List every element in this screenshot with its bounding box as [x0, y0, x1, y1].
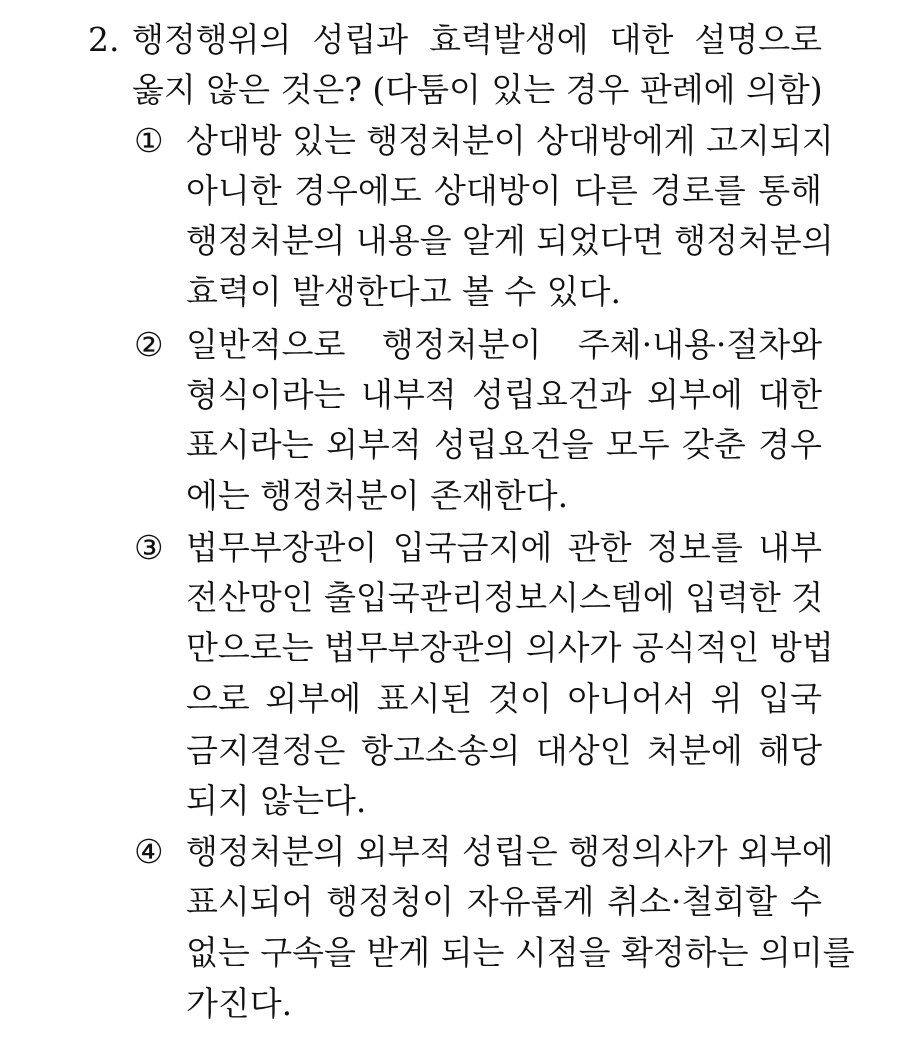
option-2-line-2: 형식이라는 내부적 성립요건과 외부에 대한: [186, 375, 822, 414]
option-3-line-1: 법무부장관이 입국금지에 관한 정보를 내부: [186, 528, 822, 567]
option-1-line-3: 행정처분의 내용을 알게 되었다면 행정처분의: [186, 221, 834, 260]
option-3-line-6: 되지 않는다.: [186, 781, 367, 820]
option-3-line-5: 금지결정은 항고소송의 대상인 처분에 해당: [186, 731, 822, 770]
option-2-line-1: 일반적으로 행정처분이 주체·내용·절차와: [186, 325, 822, 364]
question-number: 2.: [88, 20, 120, 59]
question-stem-line-2: 옳지 않은 것은? (다툼이 있는 경우 판례에 의함): [132, 70, 823, 109]
option-4-marker: ④: [134, 832, 164, 871]
option-2-line-3: 표시라는 외부적 성립요건을 모두 갖춘 경우: [186, 425, 822, 464]
question-stem-line-1: 행정행위의 성립과 효력발생에 대한 설명으로: [132, 20, 822, 59]
option-1-line-2: 아니한 경우에도 상대방이 다른 경로를 통해: [186, 171, 822, 210]
option-4-line-4: 가진다.: [186, 984, 293, 1023]
option-4-line-1: 행정처분의 외부적 성립은 행정의사가 외부에: [186, 832, 834, 871]
option-2-line-4: 에는 행정처분이 존재한다.: [186, 476, 569, 515]
option-3-marker: ③: [134, 528, 164, 567]
option-2-marker: ②: [134, 325, 164, 364]
option-1-line-1: 상대방 있는 행정처분이 상대방에게 고지되지: [186, 121, 834, 160]
option-1-line-4: 효력이 발생한다고 볼 수 있다.: [186, 272, 621, 311]
option-3-line-4: 으로 외부에 표시된 것이 아니어서 위 입국: [186, 679, 822, 718]
option-3-line-3: 만으로는 법무부장관의 의사가 공식적인 방법: [186, 628, 834, 667]
option-4-line-2: 표시되어 행정청이 자유롭게 취소·철회할 수: [186, 882, 822, 921]
option-4-line-3: 없는 구속을 받게 되는 시점을 확정하는 의미를: [186, 933, 855, 972]
option-3-line-2: 전산망인 출입국관리정보시스템에 입력한 것: [186, 578, 824, 617]
option-1-marker: ①: [134, 121, 164, 160]
